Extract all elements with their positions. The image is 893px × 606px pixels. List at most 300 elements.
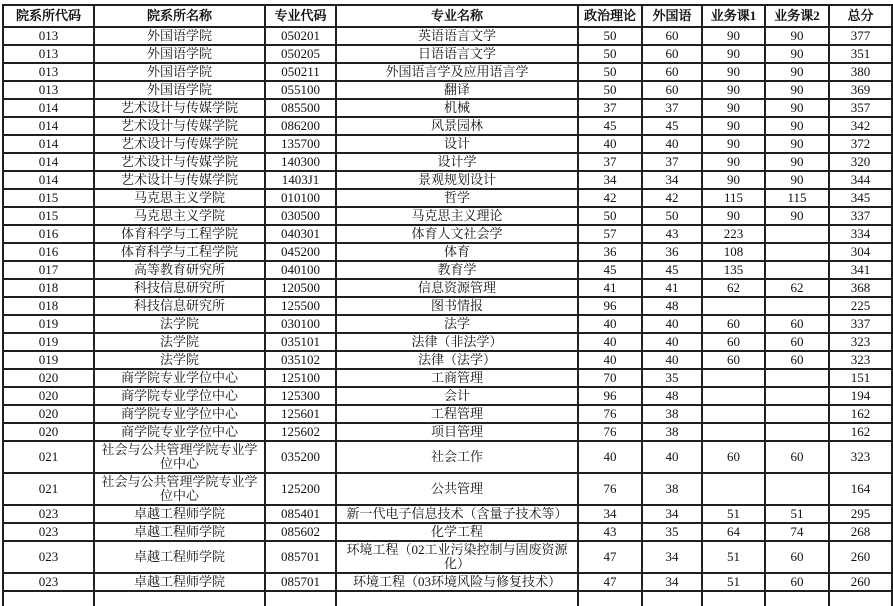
cell-politics-score: 40 <box>578 441 642 473</box>
cell-total-score: 268 <box>829 523 892 541</box>
cell-empty <box>642 591 702 606</box>
cell-major-code: 085602 <box>265 523 336 541</box>
cell-course1-score: 60 <box>702 351 765 369</box>
cell-course2-score <box>765 473 829 505</box>
cell-dept-name: 卓越工程师学院 <box>94 523 265 541</box>
cell-course2-score: 60 <box>765 441 829 473</box>
cell-foreign-lang-score: 60 <box>642 27 702 45</box>
cell-dept-code: 018 <box>3 297 94 315</box>
table-row <box>3 135 892 153</box>
cell-foreign-lang-score: 35 <box>642 369 702 387</box>
table-row <box>3 441 892 473</box>
cell-empty <box>578 591 642 606</box>
cell-major-name: 项目管理 <box>336 423 578 441</box>
cell-course2-score: 115 <box>765 189 829 207</box>
cell-foreign-lang-score: 45 <box>642 117 702 135</box>
cell-foreign-lang-score: 40 <box>642 135 702 153</box>
cell-major-name: 设计学 <box>336 153 578 171</box>
cell-course2-score: 90 <box>765 99 829 117</box>
cell-major-name: 公共管理 <box>336 473 578 505</box>
cell-course2-score: 90 <box>765 81 829 99</box>
cell-total-score: 151 <box>829 369 892 387</box>
column-header: 业务课2 <box>765 5 829 27</box>
cell-dept-code: 013 <box>3 45 94 63</box>
cell-empty <box>265 591 336 606</box>
cell-dept-code: 013 <box>3 27 94 45</box>
cell-major-code: 125602 <box>265 423 336 441</box>
cell-dept-code: 013 <box>3 81 94 99</box>
cell-major-name: 工商管理 <box>336 369 578 387</box>
cell-politics-score: 96 <box>578 297 642 315</box>
table-row <box>3 423 892 441</box>
cell-total-score: 162 <box>829 423 892 441</box>
cell-course1-score: 90 <box>702 117 765 135</box>
cell-course2-score: 90 <box>765 153 829 171</box>
cell-major-code: 120500 <box>265 279 336 297</box>
cell-course1-score <box>702 473 765 505</box>
cell-dept-name: 科技信息研究所 <box>94 297 265 315</box>
cell-dept-code: 016 <box>3 225 94 243</box>
table-row <box>3 333 892 351</box>
cell-dept-code: 014 <box>3 99 94 117</box>
cell-total-score: 225 <box>829 297 892 315</box>
table-row <box>3 541 892 573</box>
cell-dept-name: 商学院专业学位中心 <box>94 405 265 423</box>
cell-course2-score <box>765 225 829 243</box>
table-row <box>3 225 892 243</box>
cell-major-code: 135700 <box>265 135 336 153</box>
cell-total-score: 341 <box>829 261 892 279</box>
table-row <box>3 243 892 261</box>
cell-major-code: 035200 <box>265 441 336 473</box>
table-row <box>3 523 892 541</box>
cell-course2-score <box>765 369 829 387</box>
cell-course1-score: 62 <box>702 279 765 297</box>
cell-course2-score: 60 <box>765 333 829 351</box>
cell-politics-score: 50 <box>578 45 642 63</box>
cell-dept-name: 商学院专业学位中心 <box>94 369 265 387</box>
cell-major-code: 085401 <box>265 505 336 523</box>
cell-course1-score: 51 <box>702 573 765 591</box>
cell-dept-code: 019 <box>3 315 94 333</box>
cell-course1-score: 223 <box>702 225 765 243</box>
cell-foreign-lang-score: 48 <box>642 387 702 405</box>
cell-foreign-lang-score: 34 <box>642 171 702 189</box>
cell-dept-name: 社会与公共管理学院专业学位中心 <box>94 473 265 505</box>
cell-total-score: 320 <box>829 153 892 171</box>
cell-major-code: 010100 <box>265 189 336 207</box>
cell-dept-name: 法学院 <box>94 315 265 333</box>
cell-major-name: 日语语言文学 <box>336 45 578 63</box>
cell-major-code: 140300 <box>265 153 336 171</box>
cell-politics-score: 50 <box>578 63 642 81</box>
cell-empty <box>336 591 578 606</box>
cell-dept-name: 体育科学与工程学院 <box>94 243 265 261</box>
cell-total-score: 323 <box>829 351 892 369</box>
table-row <box>3 573 892 591</box>
cell-course1-score: 135 <box>702 261 765 279</box>
cell-foreign-lang-score: 40 <box>642 315 702 333</box>
cell-major-name: 法律（法学） <box>336 351 578 369</box>
table-row <box>3 279 892 297</box>
cell-total-score: 260 <box>829 541 892 573</box>
cell-politics-score: 41 <box>578 279 642 297</box>
cell-dept-code: 016 <box>3 243 94 261</box>
cell-course1-score: 51 <box>702 541 765 573</box>
cell-major-name: 环境工程（02工业污染控制与固废资源化） <box>336 541 578 573</box>
cell-dept-name: 马克思主义学院 <box>94 189 265 207</box>
cell-major-name: 教育学 <box>336 261 578 279</box>
cell-dept-name: 艺术设计与传媒学院 <box>94 135 265 153</box>
cell-dept-code: 014 <box>3 153 94 171</box>
cell-major-code: 040100 <box>265 261 336 279</box>
cell-dept-name: 社会与公共管理学院专业学位中心 <box>94 441 265 473</box>
cell-major-name: 环境工程（03环境风险与修复技术） <box>336 573 578 591</box>
cell-foreign-lang-score: 40 <box>642 351 702 369</box>
cell-dept-code: 020 <box>3 369 94 387</box>
cell-total-score: 194 <box>829 387 892 405</box>
cell-politics-score: 76 <box>578 423 642 441</box>
table-row <box>3 505 892 523</box>
cell-politics-score: 50 <box>578 207 642 225</box>
cell-total-score: 368 <box>829 279 892 297</box>
cell-dept-name: 马克思主义学院 <box>94 207 265 225</box>
cell-major-code: 045200 <box>265 243 336 261</box>
cell-major-name: 会计 <box>336 387 578 405</box>
cell-course2-score: 90 <box>765 207 829 225</box>
cell-dept-code: 015 <box>3 207 94 225</box>
cell-politics-score: 34 <box>578 505 642 523</box>
cell-dept-name: 高等教育研究所 <box>94 261 265 279</box>
cell-major-code: 1403J1 <box>265 171 336 189</box>
cell-foreign-lang-score: 35 <box>642 523 702 541</box>
cell-foreign-lang-score: 60 <box>642 81 702 99</box>
cell-dept-name: 商学院专业学位中心 <box>94 423 265 441</box>
table-row <box>3 117 892 135</box>
cell-major-code: 085701 <box>265 541 336 573</box>
cell-course2-score: 60 <box>765 573 829 591</box>
cell-politics-score: 37 <box>578 153 642 171</box>
cell-course2-score: 90 <box>765 45 829 63</box>
cell-major-name: 外国语言学及应用语言学 <box>336 63 578 81</box>
cell-total-score: 323 <box>829 441 892 473</box>
cell-course2-score <box>765 387 829 405</box>
cell-course1-score: 60 <box>702 441 765 473</box>
cell-politics-score: 76 <box>578 473 642 505</box>
cell-dept-code: 021 <box>3 473 94 505</box>
table-row-partial <box>3 591 892 606</box>
cell-major-name: 信息资源管理 <box>336 279 578 297</box>
table-header <box>3 5 892 27</box>
cell-foreign-lang-score: 43 <box>642 225 702 243</box>
table-row <box>3 81 892 99</box>
cell-total-score: 260 <box>829 573 892 591</box>
cell-course2-score: 62 <box>765 279 829 297</box>
cell-course2-score: 90 <box>765 171 829 189</box>
cell-course1-score <box>702 369 765 387</box>
cell-politics-score: 50 <box>578 81 642 99</box>
cell-course1-score <box>702 405 765 423</box>
cell-major-name: 风景园林 <box>336 117 578 135</box>
cell-politics-score: 76 <box>578 405 642 423</box>
cell-major-code: 085701 <box>265 573 336 591</box>
cell-foreign-lang-score: 37 <box>642 153 702 171</box>
cell-dept-code: 019 <box>3 351 94 369</box>
cell-major-code: 125200 <box>265 473 336 505</box>
cell-foreign-lang-score: 40 <box>642 441 702 473</box>
table-row <box>3 369 892 387</box>
cell-course2-score <box>765 297 829 315</box>
cell-major-code: 030100 <box>265 315 336 333</box>
cell-politics-score: 47 <box>578 573 642 591</box>
cell-dept-name: 艺术设计与传媒学院 <box>94 99 265 117</box>
cell-major-code: 030500 <box>265 207 336 225</box>
cell-dept-name: 艺术设计与传媒学院 <box>94 153 265 171</box>
cell-politics-score: 57 <box>578 225 642 243</box>
cell-dept-code: 023 <box>3 523 94 541</box>
cell-politics-score: 36 <box>578 243 642 261</box>
cell-major-name: 机械 <box>336 99 578 117</box>
cell-dept-name: 外国语学院 <box>94 81 265 99</box>
cell-dept-code: 019 <box>3 333 94 351</box>
cell-dept-name: 卓越工程师学院 <box>94 573 265 591</box>
cell-course1-score: 90 <box>702 99 765 117</box>
cell-total-score: 342 <box>829 117 892 135</box>
column-header: 总分 <box>829 5 892 27</box>
column-header: 院系所名称 <box>94 5 265 27</box>
table-row <box>3 27 892 45</box>
cell-foreign-lang-score: 34 <box>642 541 702 573</box>
cell-major-name: 体育 <box>336 243 578 261</box>
cell-dept-code: 014 <box>3 171 94 189</box>
cell-foreign-lang-score: 38 <box>642 423 702 441</box>
cell-foreign-lang-score: 36 <box>642 243 702 261</box>
cell-foreign-lang-score: 38 <box>642 405 702 423</box>
table-row <box>3 405 892 423</box>
column-header: 专业代码 <box>265 5 336 27</box>
cell-major-code: 085500 <box>265 99 336 117</box>
cell-course1-score: 90 <box>702 45 765 63</box>
cell-course1-score <box>702 297 765 315</box>
cell-course2-score: 60 <box>765 541 829 573</box>
cell-total-score: 295 <box>829 505 892 523</box>
cell-total-score: 377 <box>829 27 892 45</box>
cell-dept-name: 艺术设计与传媒学院 <box>94 117 265 135</box>
table-body <box>3 27 892 606</box>
cell-foreign-lang-score: 34 <box>642 505 702 523</box>
cell-major-name: 法学 <box>336 315 578 333</box>
cell-politics-score: 40 <box>578 315 642 333</box>
cell-dept-code: 018 <box>3 279 94 297</box>
cell-politics-score: 45 <box>578 261 642 279</box>
cell-course2-score <box>765 243 829 261</box>
cell-course1-score: 90 <box>702 171 765 189</box>
cell-course1-score: 90 <box>702 27 765 45</box>
cell-major-name: 景观规划设计 <box>336 171 578 189</box>
cell-major-code: 125100 <box>265 369 336 387</box>
cell-dept-code: 014 <box>3 117 94 135</box>
cell-major-name: 体育人文社会学 <box>336 225 578 243</box>
cell-major-name: 翻译 <box>336 81 578 99</box>
cell-course1-score: 115 <box>702 189 765 207</box>
cell-course2-score: 60 <box>765 315 829 333</box>
cell-major-name: 化学工程 <box>336 523 578 541</box>
cell-dept-code: 015 <box>3 189 94 207</box>
cell-empty <box>765 591 829 606</box>
cell-dept-code: 023 <box>3 573 94 591</box>
cell-total-score: 304 <box>829 243 892 261</box>
table-row <box>3 473 892 505</box>
cell-dept-name: 体育科学与工程学院 <box>94 225 265 243</box>
cell-course1-score: 90 <box>702 207 765 225</box>
cell-total-score: 380 <box>829 63 892 81</box>
cell-dept-code: 020 <box>3 387 94 405</box>
cell-empty <box>3 591 94 606</box>
cell-dept-code: 014 <box>3 135 94 153</box>
cell-major-name: 新一代电子信息技术（含量子技术等） <box>336 505 578 523</box>
cell-politics-score: 40 <box>578 135 642 153</box>
cell-course2-score: 51 <box>765 505 829 523</box>
cell-major-code: 125300 <box>265 387 336 405</box>
cell-foreign-lang-score: 42 <box>642 189 702 207</box>
cell-dept-name: 商学院专业学位中心 <box>94 387 265 405</box>
cell-dept-name: 卓越工程师学院 <box>94 505 265 523</box>
cell-politics-score: 45 <box>578 117 642 135</box>
cell-politics-score: 34 <box>578 171 642 189</box>
cell-empty <box>829 591 892 606</box>
cell-major-name: 工程管理 <box>336 405 578 423</box>
cell-total-score: 357 <box>829 99 892 117</box>
cell-foreign-lang-score: 45 <box>642 261 702 279</box>
cell-course2-score <box>765 261 829 279</box>
cell-course2-score <box>765 423 829 441</box>
cell-course1-score <box>702 387 765 405</box>
cell-dept-name: 外国语学院 <box>94 27 265 45</box>
cell-foreign-lang-score: 50 <box>642 207 702 225</box>
cell-course1-score: 90 <box>702 135 765 153</box>
column-header: 专业名称 <box>336 5 578 27</box>
cell-major-code: 055100 <box>265 81 336 99</box>
table-row <box>3 351 892 369</box>
cell-total-score: 351 <box>829 45 892 63</box>
cell-course2-score: 90 <box>765 63 829 81</box>
cell-dept-name: 艺术设计与传媒学院 <box>94 171 265 189</box>
cell-course2-score: 74 <box>765 523 829 541</box>
cell-major-name: 图书情报 <box>336 297 578 315</box>
cell-empty <box>702 591 765 606</box>
cell-major-code: 125601 <box>265 405 336 423</box>
cell-politics-score: 37 <box>578 99 642 117</box>
cell-total-score: 337 <box>829 315 892 333</box>
cell-dept-name: 科技信息研究所 <box>94 279 265 297</box>
column-header: 业务课1 <box>702 5 765 27</box>
cell-politics-score: 40 <box>578 333 642 351</box>
cell-foreign-lang-score: 34 <box>642 573 702 591</box>
cell-course1-score: 60 <box>702 315 765 333</box>
cell-course2-score: 90 <box>765 27 829 45</box>
table-row <box>3 153 892 171</box>
cell-total-score: 162 <box>829 405 892 423</box>
cell-major-code: 040301 <box>265 225 336 243</box>
table-row <box>3 207 892 225</box>
cell-dept-code: 013 <box>3 63 94 81</box>
table-row <box>3 63 892 81</box>
cell-total-score: 372 <box>829 135 892 153</box>
cell-major-code: 050205 <box>265 45 336 63</box>
cell-foreign-lang-score: 60 <box>642 45 702 63</box>
cell-dept-name: 外国语学院 <box>94 45 265 63</box>
cell-course1-score: 60 <box>702 333 765 351</box>
cell-dept-name: 卓越工程师学院 <box>94 541 265 573</box>
cell-dept-code: 023 <box>3 505 94 523</box>
cell-course1-score: 108 <box>702 243 765 261</box>
cell-major-code: 050201 <box>265 27 336 45</box>
cell-major-name: 英语语言文学 <box>336 27 578 45</box>
cell-politics-score: 42 <box>578 189 642 207</box>
cell-major-code: 050211 <box>265 63 336 81</box>
cell-foreign-lang-score: 40 <box>642 333 702 351</box>
cell-total-score: 369 <box>829 81 892 99</box>
cell-total-score: 334 <box>829 225 892 243</box>
cell-politics-score: 43 <box>578 523 642 541</box>
cell-total-score: 164 <box>829 473 892 505</box>
cell-total-score: 323 <box>829 333 892 351</box>
table-row <box>3 189 892 207</box>
cell-major-code: 035102 <box>265 351 336 369</box>
cell-dept-code: 020 <box>3 423 94 441</box>
cell-major-code: 035101 <box>265 333 336 351</box>
table-row <box>3 297 892 315</box>
table-row <box>3 387 892 405</box>
cell-course1-score: 90 <box>702 153 765 171</box>
table-row <box>3 99 892 117</box>
cell-dept-name: 法学院 <box>94 351 265 369</box>
column-header: 政治理论 <box>578 5 642 27</box>
cell-dept-name: 外国语学院 <box>94 63 265 81</box>
cell-course2-score: 60 <box>765 351 829 369</box>
cell-course1-score: 90 <box>702 81 765 99</box>
cell-foreign-lang-score: 38 <box>642 473 702 505</box>
cell-total-score: 337 <box>829 207 892 225</box>
cell-foreign-lang-score: 37 <box>642 99 702 117</box>
admission-scores-table <box>2 4 893 606</box>
cell-course1-score: 64 <box>702 523 765 541</box>
cell-empty <box>94 591 265 606</box>
cell-politics-score: 40 <box>578 351 642 369</box>
cell-major-name: 设计 <box>336 135 578 153</box>
cell-major-name: 哲学 <box>336 189 578 207</box>
cell-foreign-lang-score: 41 <box>642 279 702 297</box>
cell-dept-code: 017 <box>3 261 94 279</box>
cell-politics-score: 47 <box>578 541 642 573</box>
cell-foreign-lang-score: 48 <box>642 297 702 315</box>
table-row <box>3 315 892 333</box>
cell-major-code: 125500 <box>265 297 336 315</box>
cell-course2-score <box>765 405 829 423</box>
header-row <box>3 5 892 27</box>
cell-politics-score: 70 <box>578 369 642 387</box>
cell-course2-score: 90 <box>765 135 829 153</box>
table-row <box>3 261 892 279</box>
cell-major-code: 086200 <box>265 117 336 135</box>
cell-total-score: 344 <box>829 171 892 189</box>
cell-course1-score: 51 <box>702 505 765 523</box>
cell-dept-code: 023 <box>3 541 94 573</box>
cell-course1-score: 90 <box>702 63 765 81</box>
cell-major-name: 马克思主义理论 <box>336 207 578 225</box>
column-header: 外国语 <box>642 5 702 27</box>
cell-dept-code: 020 <box>3 405 94 423</box>
